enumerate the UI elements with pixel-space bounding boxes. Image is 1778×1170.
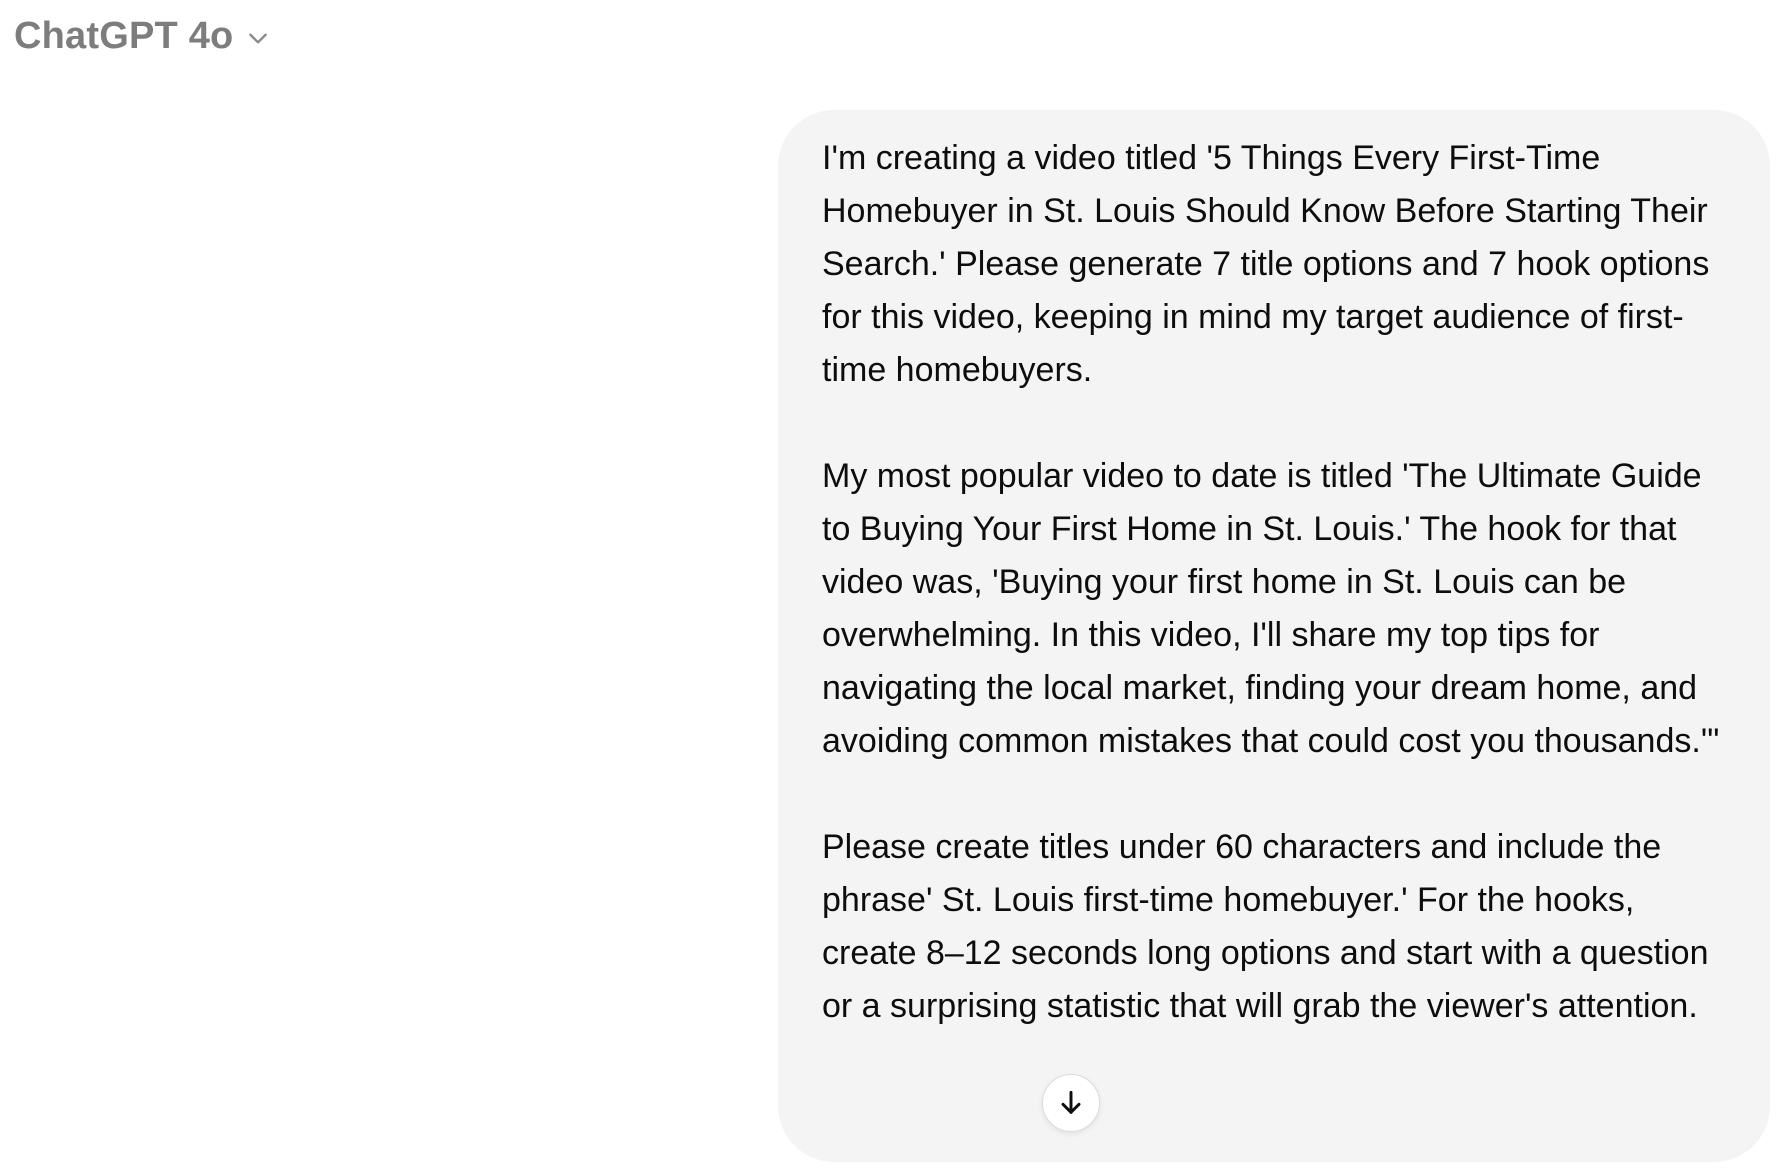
arrow-down-icon bbox=[1055, 1087, 1087, 1119]
chevron-down-icon bbox=[245, 25, 271, 51]
scroll-to-bottom-button[interactable] bbox=[1042, 1074, 1100, 1132]
model-name: ChatGPT 4o bbox=[14, 14, 234, 57]
message-paragraph: Please create titles under 60 characters and include the phrase' St. Louis first-time homebuyer.' For the hooks, create 8–12 seconds long options and start with a question or a surprising statistic that will grab the viewer's attention. bbox=[822, 828, 1718, 1025]
message-paragraph: My most popular video to date is titled 'The Ultimate Guide to Buying Your First Home in St. Louis.' The hook for that video was, 'Buying your first home in St. Louis can be overwhelming. In this video, I'll share my top tips for navigating the local market, finding your dream home, and avoiding common mistakes that could cost you thousands.'" bbox=[822, 457, 1720, 760]
message-paragraph: I'm creating a video titled '5 Things Every First-Time Homebuyer in St. Louis Should Know Before Starting Their Search.' Please generate 7 title options and 7 hook options for this video, keeping in mind my target audience of first-time homebuyers. bbox=[822, 139, 1719, 389]
model-switcher[interactable] bbox=[14, 8, 271, 64]
user-message-bubble bbox=[778, 110, 1770, 1162]
